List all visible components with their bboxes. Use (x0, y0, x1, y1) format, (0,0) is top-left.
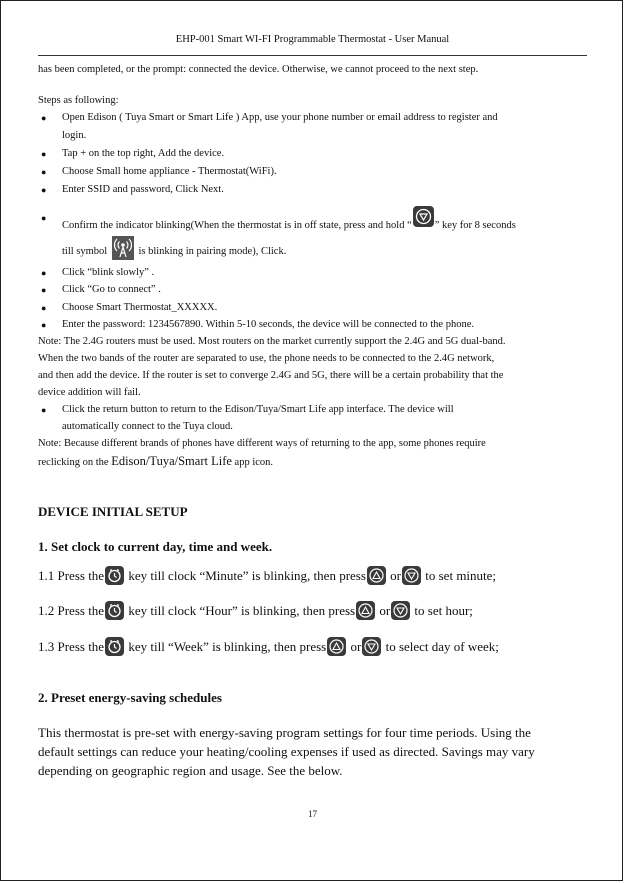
or-label: or (379, 603, 391, 618)
step-1-2-prefix: 1.2 Press the (38, 603, 105, 618)
schedule-para-line-3: depending on geographic region and usage. See the below. (38, 763, 343, 778)
section-1-heading: 1. Set clock to current day, time and week. (38, 539, 273, 554)
bullet: ● (41, 405, 47, 415)
step-10b: automatically connect to the Tuya cloud. (62, 421, 233, 432)
step-1-3-middle: key till “Week” is blinking, then press (128, 639, 327, 654)
bullet: ● (41, 149, 47, 159)
step-1b: login. (62, 130, 87, 141)
step-5-line2 (62, 236, 286, 260)
clock-key-icon (105, 566, 124, 585)
step-1-3-prefix: 1.3 Press the (38, 639, 105, 654)
bullet: ● (41, 303, 47, 313)
header-rule (38, 55, 587, 56)
step-1a: Open Edison ( Tuya Smart or Smart Life ) App, use your phone number or email address to register and (62, 112, 498, 123)
note-1-line-3: and then add the device. If the router is set to converge 2.4G and 5G, there will be a certain probability that the (38, 370, 504, 381)
clock-key-icon (105, 637, 124, 656)
step-5-line1 (62, 206, 516, 231)
down-arrow-key-icon (391, 601, 410, 620)
step-1-2-suffix: to set hour; (414, 603, 473, 618)
step-1-1-prefix: 1.1 Press the (38, 568, 105, 583)
step-9: Enter the password: 1234567890. Within 5-10 seconds, the device will be connected to the phone. (62, 319, 474, 330)
step-1-2 (38, 601, 473, 620)
note-2-line-1: Note: Because different brands of phones have different ways of returning to the app, some phones require (38, 438, 486, 449)
schedule-para-line-2: default settings can reduce your heating/cooling expenses if used as directed. Savings may vary (38, 744, 535, 759)
schedule-para-line-1: This thermostat is pre-set with energy-saving program settings for four time periods. Using the (38, 725, 531, 740)
clock-key-icon (105, 601, 124, 620)
step-1-1-middle: key till clock “Minute” is blinking, then press (128, 568, 366, 583)
step-4: Enter SSID and password, Click Next. (62, 184, 224, 195)
step-5c: till symbol (62, 246, 108, 257)
step-1-1 (38, 566, 496, 585)
bullet: ● (41, 320, 47, 330)
bullet: ● (41, 185, 47, 195)
note-2-line-2 (38, 454, 273, 469)
intro-line: has been completed, or the prompt: connected the device. Otherwise, we cannot proceed to the next step. (38, 64, 479, 75)
or-label: or (350, 639, 362, 654)
wifi-pairing-icon (112, 236, 134, 260)
note-2-app-names: Edison/Tuya/Smart Life (111, 454, 232, 468)
down-arrow-key-icon (402, 566, 421, 585)
note-2-suffix: app icon. (231, 457, 274, 468)
step-7: Click “Go to connect” . (62, 284, 161, 295)
step-1-1-suffix: to set minute; (425, 568, 497, 583)
bullet: ● (41, 285, 47, 295)
step-3: Choose Small home appliance - Thermostat(WiFi). (62, 166, 277, 177)
section-2-heading: 2. Preset energy-saving schedules (38, 690, 222, 705)
note-1-line-4: device addition will fail. (38, 387, 141, 398)
step-1-2-middle: key till clock “Hour” is blinking, then press (128, 603, 356, 618)
up-arrow-key-icon (327, 637, 346, 656)
bullet: ● (41, 167, 47, 177)
or-label: or (390, 568, 402, 583)
step-8: Choose Smart Thermostat_XXXXX. (62, 302, 218, 313)
page-header: EHP-001 Smart WI-FI Programmable Thermostat - User Manual (175, 34, 450, 45)
step-1-3-suffix: to select day of week; (385, 639, 499, 654)
step-5b: ” key for 8 seconds (434, 220, 516, 231)
step-2: Tap + on the top right, Add the device. (62, 148, 225, 159)
note-1-line-2: When the two bands of the router are separated to use, the phone needs to be connected to the 2.4G network, (38, 353, 495, 364)
down-arrow-key-icon (362, 637, 381, 656)
bullet: ● (41, 213, 47, 223)
section-title: DEVICE INITIAL SETUP (38, 504, 188, 519)
step-5a: Confirm the indicator blinking(When the thermostat is in off state, press and hold “ (62, 220, 412, 231)
note-2-prefix: reclicking on the (38, 457, 112, 468)
step-5d: is blinking in pairing mode), Click. (138, 246, 287, 257)
bullet: ● (41, 113, 47, 123)
page-number: 17 (308, 809, 317, 819)
note-1-line-1: Note: The 2.4G routers must be used. Most routers on the market currently support the 2.4G and 5G dual-band. (38, 336, 506, 347)
bullet: ● (41, 268, 47, 278)
step-10a: Click the return button to return to the Edison/Tuya/Smart Life app interface. The device will (62, 404, 454, 415)
step-1-3 (38, 637, 499, 656)
up-arrow-key-icon (356, 601, 375, 620)
up-arrow-key-icon (367, 566, 386, 585)
step-6: Click “blink slowly” . (62, 267, 155, 278)
down-arrow-key-icon (413, 206, 434, 227)
steps-heading: Steps as following: (38, 95, 119, 106)
